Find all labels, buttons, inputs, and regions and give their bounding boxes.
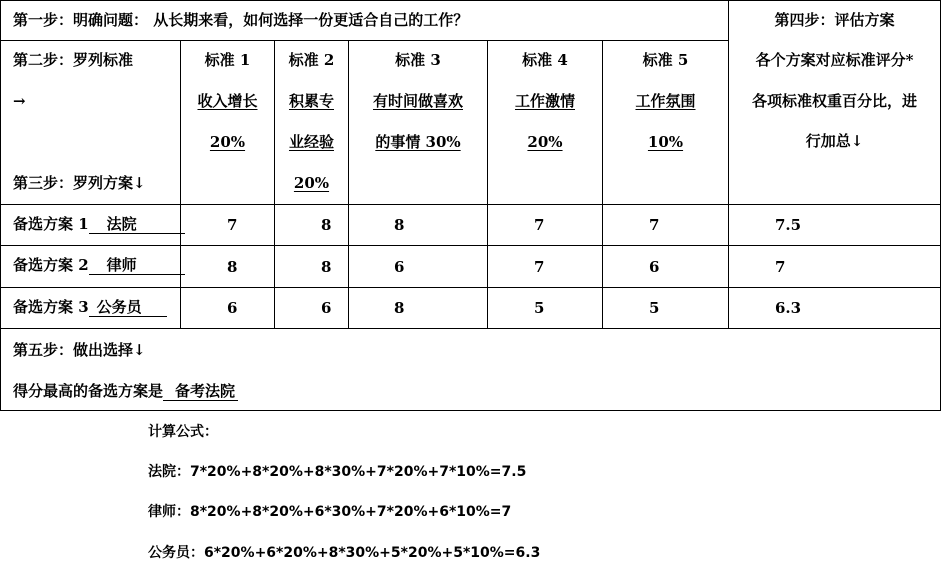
criterion-header: 标准 4 — [522, 51, 568, 69]
score-cell: 5 — [534, 299, 545, 317]
step2-label: 第二步：罗列标准 — [13, 51, 134, 69]
table-border-top — [0, 0, 940, 1]
arrow-right-icon: → — [13, 92, 26, 110]
table-rule — [0, 328, 940, 329]
option-name: 公务员 — [89, 298, 167, 317]
score-cell: 6 — [227, 299, 238, 317]
criterion-name: 收入增长 — [197, 92, 258, 110]
formula-line: 律师：8*20%+8*20%+6*30%+7*20%+6*10%=7 — [148, 504, 512, 520]
criterion-weight: 20% — [209, 133, 246, 151]
criterion-header: 标准 2 — [288, 51, 335, 69]
option-label — [13, 255, 185, 275]
score-cell: 8 — [321, 216, 332, 234]
score-cell: 8 — [321, 258, 332, 276]
option-name: 律师 — [89, 256, 185, 275]
score-cell: 7 — [534, 258, 545, 276]
score-cell: 8 — [227, 258, 238, 276]
table-border-right — [940, 0, 941, 411]
criterion-name: 业经验 — [288, 133, 334, 151]
step4-line: 行加总↓ — [805, 132, 864, 150]
step3-label: 第三步：罗列方案↓ — [13, 174, 146, 192]
criterion-header: 标准 1 — [204, 51, 251, 69]
table-border-left — [0, 0, 1, 411]
criterion-name: 工作氛围 — [635, 92, 696, 110]
formula-line: 公务员：6*20%+6*20%+8*30%+5*20%+5*10%=6.3 — [148, 545, 541, 561]
formula-title: 计算公式： — [148, 424, 218, 440]
criterion-weight: 20% — [527, 133, 563, 151]
criterion-name: 有时间做喜欢 — [372, 92, 463, 110]
total-score: 6.3 — [775, 299, 802, 317]
criterion-name: 积累专 — [288, 92, 334, 110]
table-rule — [0, 287, 940, 288]
table-rule — [487, 40, 488, 328]
result-value: 备考法院 — [163, 382, 238, 401]
table-rule — [0, 204, 940, 205]
step5-title: 第五步：做出选择↓ — [13, 341, 146, 359]
option-number: 备选方案 1 — [13, 215, 89, 233]
table-rule — [348, 40, 349, 328]
option-number: 备选方案 2 — [13, 256, 89, 274]
option-label — [13, 297, 167, 317]
criterion-name: 工作激情 — [514, 92, 575, 110]
criterion-weight: 的事情 30% — [375, 133, 461, 151]
result-prefix: 得分最高的备选方案是 — [13, 382, 164, 400]
step1-question: 第一步：明确问题： 从长期来看，如何选择一份更适合自己的工作？ — [13, 11, 469, 29]
total-score: 7.5 — [775, 216, 802, 234]
formula-line: 法院：7*20%+8*20%+8*30%+7*20%+7*10%=7.5 — [148, 464, 527, 480]
table-rule — [0, 245, 940, 246]
score-cell: 8 — [394, 216, 405, 234]
score-cell: 6 — [649, 258, 660, 276]
score-cell: 8 — [394, 299, 405, 317]
option-number: 备选方案 3 — [13, 298, 89, 316]
criterion-weight: 20% — [293, 174, 330, 192]
step4-line: 各个方案对应标准评分* — [755, 51, 914, 69]
criterion-weight: 10% — [647, 133, 684, 151]
score-cell: 6 — [321, 299, 332, 317]
table-rule — [602, 40, 603, 328]
criterion-header: 标准 3 — [395, 51, 441, 69]
score-cell: 6 — [394, 258, 405, 276]
score-cell: 7 — [534, 216, 545, 234]
total-score: 7 — [775, 258, 786, 276]
table-border-bottom — [0, 410, 940, 411]
table-rule — [180, 40, 181, 328]
step4-title: 第四步：评估方案 — [774, 11, 895, 29]
score-cell: 7 — [227, 216, 238, 234]
score-cell: 7 — [649, 216, 660, 234]
score-cell: 5 — [649, 299, 660, 317]
table-rule — [0, 40, 728, 41]
option-name: 法院 — [89, 215, 185, 234]
criterion-header: 标准 5 — [642, 51, 689, 69]
option-label — [13, 214, 185, 234]
step5-result — [13, 381, 238, 401]
step4-line: 各项标准权重百分比，进 — [751, 92, 917, 110]
